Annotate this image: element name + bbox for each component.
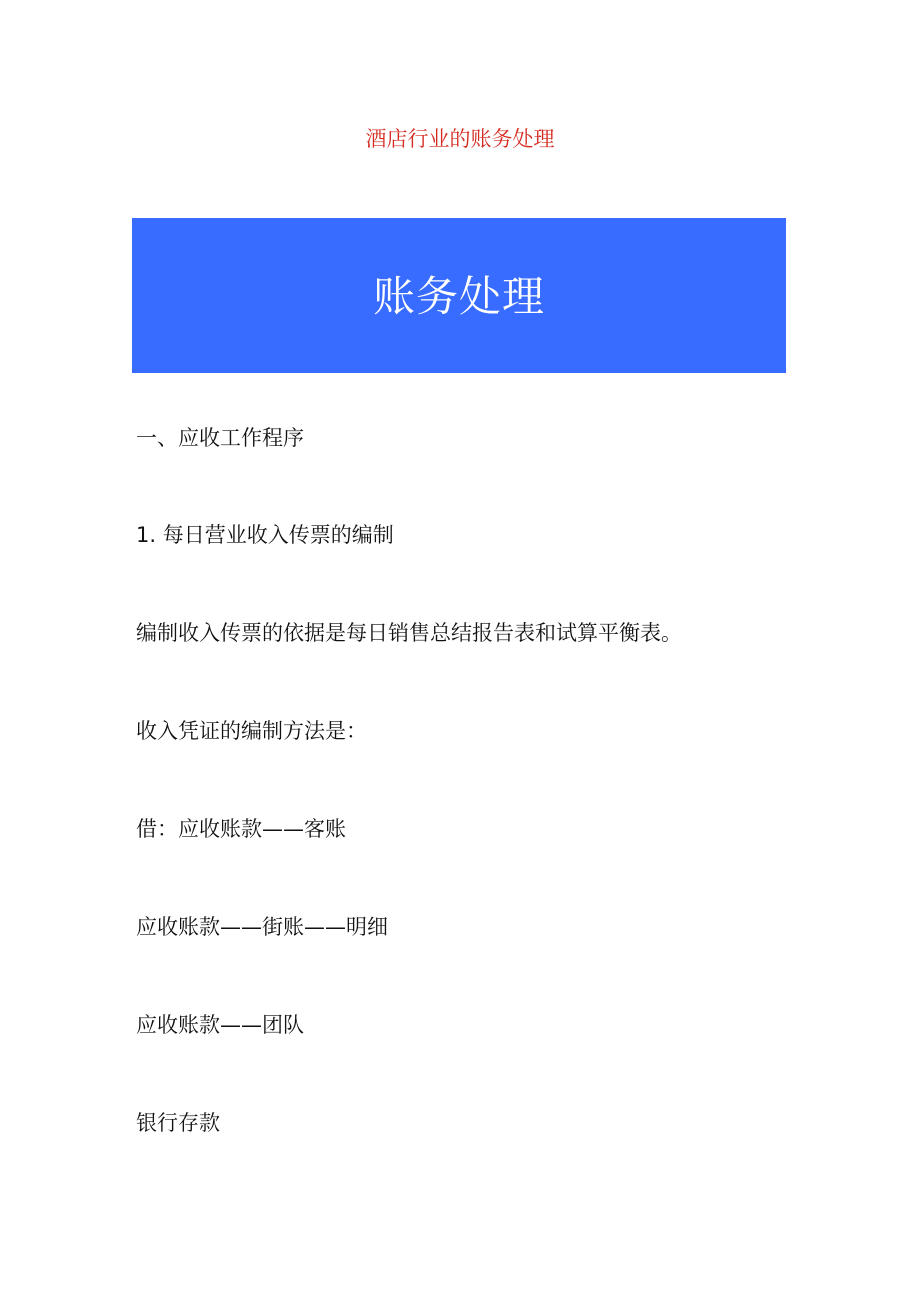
subsection-heading: 1. 每日营业收入传票的编制 xyxy=(136,523,394,547)
section-banner xyxy=(132,218,786,373)
banner-heading: 账务处理 xyxy=(372,271,545,321)
paragraph: 收入凭证的编制方法是： xyxy=(136,719,367,743)
document-title: 酒店行业的账务处理 xyxy=(365,127,555,151)
entry-line: 银行存款 xyxy=(136,1111,220,1135)
paragraph: 编制收入传票的依据是每日销售总结报告表和试算平衡表。 xyxy=(136,621,682,645)
entry-line: 应收账款——街账——明细 xyxy=(136,915,388,939)
entry-line: 应收账款——团队 xyxy=(136,1013,304,1037)
entry-line: 借：应收账款——客账 xyxy=(136,817,346,841)
section-heading: 一、应收工作程序 xyxy=(136,426,304,450)
